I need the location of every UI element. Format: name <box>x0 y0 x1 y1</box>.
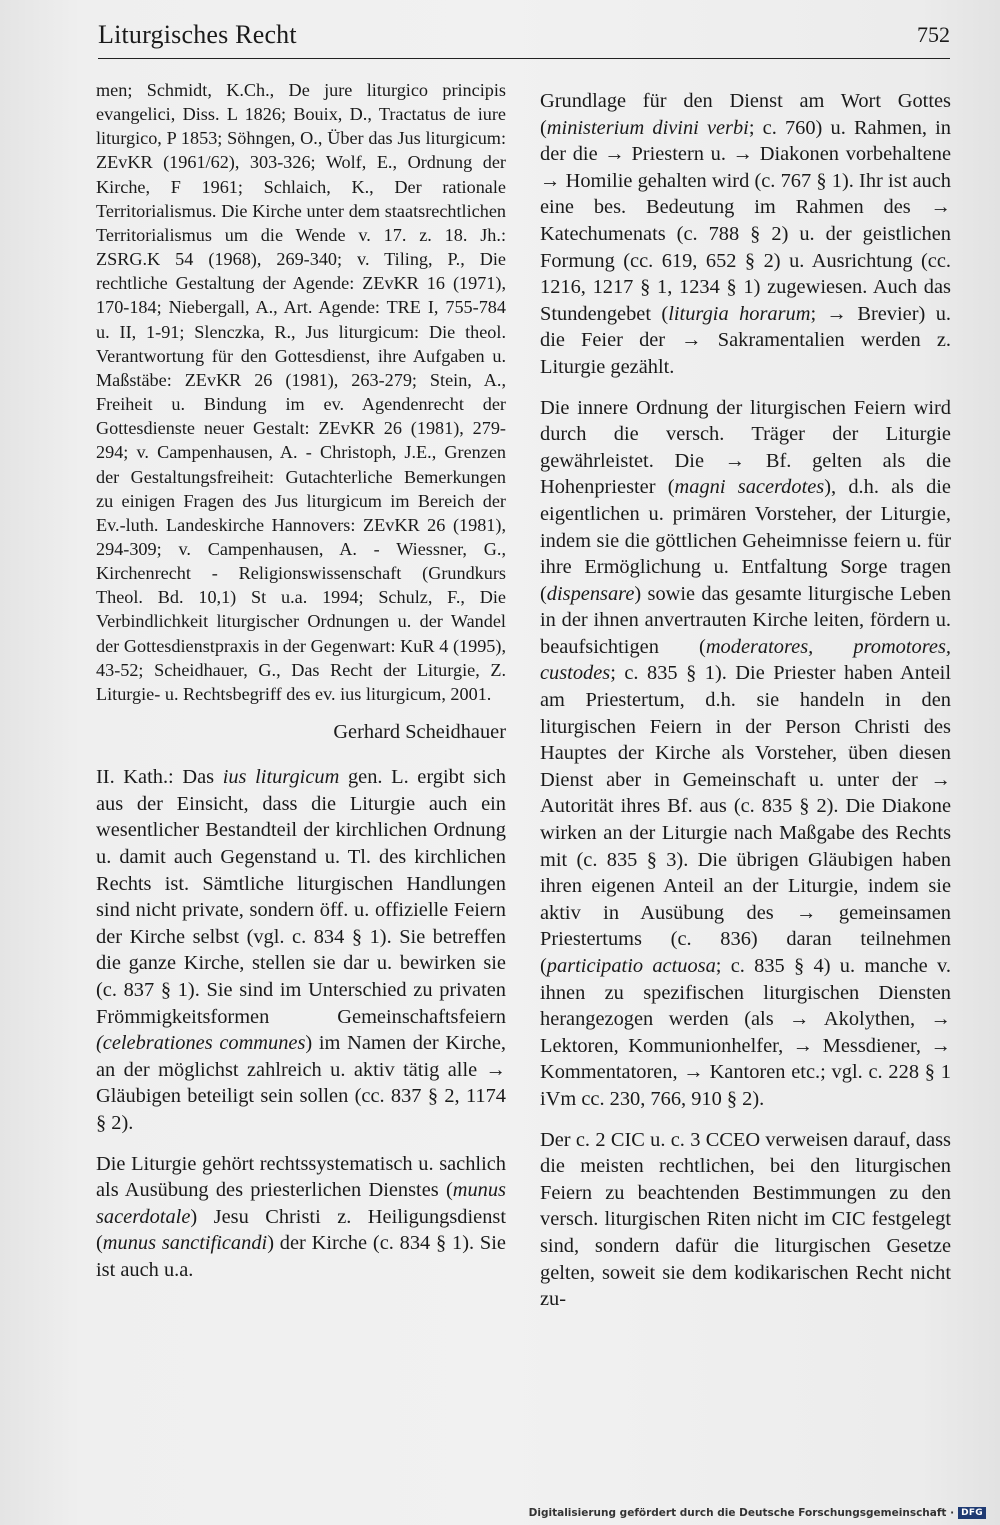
text-run: ; c. 835 § 4) u. manche v. ihnen zu spezifischen liturgischen Diensten herangezogen werden (als → Akolythen, → Lektoren, Kommunionhelfer, → Messdiener, → Kommentatoren, → Kantoren etc.; vgl. c. 228 § 1 iVm cc. 230, 766, 910 § 2). <box>540 955 951 1110</box>
text-run: gen. L. ergibt sich aus der Einsicht, dass die Liturgie auch ein wesentlicher Bestandteil der kirchlichen Ordnung u. damit auch Gegenstand u. Tl. des kirchlichen Rechts ist. Sämtliche liturgischen Handlungen sind nicht private, sondern öff. u. offizielle Feiern der Kirche selbst (vgl. c. 834 § 1). Sie betreffen die ganze Kirche, stellen sie dar u. bewirken sie (c. 837 § 1). Sie sind im Unterschied zu privaten Frömmigkeitsformen Gemeinschaftsfeiern <box>96 766 506 1028</box>
text-run: ) Jesu Christi z. Heiligungsdienst ( <box>96 1205 506 1255</box>
italic-term: munus sacerdotale <box>96 1179 506 1228</box>
running-title: Liturgisches Recht <box>98 20 297 49</box>
running-header <box>98 18 950 59</box>
italic-term: moderatores, promotores, custodes <box>540 635 951 685</box>
right-column <box>540 88 951 1327</box>
italic-term: dispensare <box>546 582 635 605</box>
digitization-credit <box>529 1507 986 1519</box>
italic-term: munus sanctificandi <box>102 1232 268 1255</box>
credit-text: Digitalisierung gefördert durch die Deutsche Forschungsgemeinschaft · <box>528 1507 955 1519</box>
text-run: Die innere Ordnung der liturgischen Feiern wird durch die versch. Träger der Liturgie gewährleistet. Die → Bf. gelten als die Hohenpriester ( <box>540 396 951 499</box>
text-run: Grundlage für den Dienst am Wort Gottes ( <box>540 90 951 139</box>
italic-term: magni sacerdotes <box>674 476 825 499</box>
paragraph-inner-order <box>540 395 951 1113</box>
dfg-logo-icon: DFG <box>958 1507 986 1519</box>
author-signature: Gerhard Scheidhauer <box>333 721 506 744</box>
italic-term: (celebrationes communes <box>96 1032 306 1055</box>
text-run: ; → Brevier) u. die Feier der → Sakramentalien werden z. Liturgie gezählt. <box>540 302 952 378</box>
italic-term: participatio actuosa <box>546 955 716 977</box>
text-run: ), d.h. als die eigentlichen u. primären Vorsteher, der Liturgie, indem sie die göttlichen Geheimnisse feiern u. für ihre Ermöglichung u. Entfaltung Sorge tragen ( <box>540 476 951 605</box>
text-run: ) der Kirche (c. 834 § 1). Sie ist auch u.a. <box>96 1232 506 1281</box>
text-run: ) sowie das gesamte liturgische Leben in der ihnen anvertrauten Kirche leiten, fördern u. beaufsichtigen ( <box>540 582 951 658</box>
paragraph-word-of-god <box>540 88 951 381</box>
text-run: ; c. 835 § 1). Die Priester haben Anteil am Priestertum, d.h. sie handeln in den liturgischen Feiern in der Person Christi des Hauptes der Kirche als Vorsteher, üben diesen Dienst aber in Gemeinschaft u. unter der → Autorität ihres Bf. aus (c. 835 § 2). Die Diakone wirken an der Liturgie nach Maßgabe des Rechts mit (c. 835 § 3). Die übrigen Gläubigen haben ihren eigenen Anteil an der Liturgie, indem sie aktiv in Ausübung des → gemeinsamen Priestertums (c. 836) daran teilnehmen ( <box>540 662 951 977</box>
left-column <box>96 78 506 1298</box>
text-run: ) im Namen der Kirche, an der möglichst zahlreich u. aktiv tätig alle → Gläubigen beteiligt sein sollen (cc. 837 § 2, 1174 § 2). <box>96 1032 506 1134</box>
bibliography-text: men; Schmidt, K.Ch., De jure liturgico principis evangelici, Diss. L 1826; Bouix, D., Tractatus de iure liturgico, P 1853; Söhngen, O., Über das Jus liturgicum: ZEvKR (1961/62), 303-326; Wolf, E., Ordnung der Kirche, F 1961; Schlaich, K., Der rationale Territorialismus. Die Kirche unter dem staatsrechtlichen Territorialismus um die Wende v. 17. z. 18. Jh.: ZSRG.K 54 (1968), 269-340; v. Tiling, P., Die rechtliche Gestaltung der Agende: ZEvKR 16 (1971), 170-184; Niebergall, A., Art. Agende: TRE I, 755-784 u. II, 1-91; Slenczka, R., Jus liturgicum: Die theol. Verantwortung für den Gottesdienst, ihre Aufgaben u. Maßstäbe: ZEvKR 26 (1981), 263-279; Stein, A., Freiheit u. Bindung im ev. Agendenrecht der Gottesdienste neuer Gestalt: ZEvKR 26 (1981), 279-294; v. Campenhausen, A. - Christoph, J.E., Grenzen der Gestaltungsfreiheit: Gutachterliche Bemerkungen zu einigen Fragen des Jus liturgicum im Bereich der Ev.-luth. Landeskirche Hannovers: ZEvKR 26 (1981), 294-309; v. Campenhausen, A. - Wiessner, G., Kirchenrecht - Religionswissenschaft (Grundkurs Theol. Bd. 10,1) St u.a. 1994; Schulz, F., Die Verbindlichkeit liturgischer Ordnungen u. der Wandel der Gottesdienstpraxis in der Gegenwart: KuR 4 (1995), 43-52; Scheidhauer, G., Das Recht der Liturgie, Z. Liturgie- u. Rechtsbegriff des ev. ius liturgicum, 2001. <box>96 80 506 704</box>
page-number: 752 <box>917 22 950 47</box>
italic-term: liturgia horarum <box>668 302 811 325</box>
text-run: II. Kath.: Das <box>96 766 223 789</box>
paragraph-cic-cceo: Der c. 2 CIC u. c. 3 CCEO verweisen darauf, dass die meisten rechtlichen, bei den liturgischen Feiern zu beachtenden Bestimmungen zu den versch. liturgischen Riten nicht im CIC festgelegt sind, sondern dafür die liturgischen Gesetze gelten, soweit sie dem kodikarischen Recht nicht zu- <box>540 1128 951 1311</box>
paragraph-catholic-intro <box>96 764 506 1136</box>
paragraph-liturgy-system <box>96 1151 506 1284</box>
italic-term: ministerium divini verbi <box>546 116 749 139</box>
text-run: ; c. 760) u. Rahmen, in der die → Priestern u. → Diakonen vorbehaltene → Homilie gehalten wird (c. 767 § 1). Ihr ist auch eine bes. Bedeutung im Rahmen des → Katechumenats (c. 788 § 2) u. der geistlichen Formung (cc. 619, 652 § 2) u. Ausrichtung (cc. 1216, 1217 § 1, 1234 § 1) zugewiesen. Auch das Stundengebet ( <box>540 116 951 325</box>
text-run: Die Liturgie gehört rechtssystematisch u. sachlich als Ausübung des priesterlichen Dienstes ( <box>96 1152 506 1202</box>
italic-term: ius liturgicum <box>222 766 340 789</box>
